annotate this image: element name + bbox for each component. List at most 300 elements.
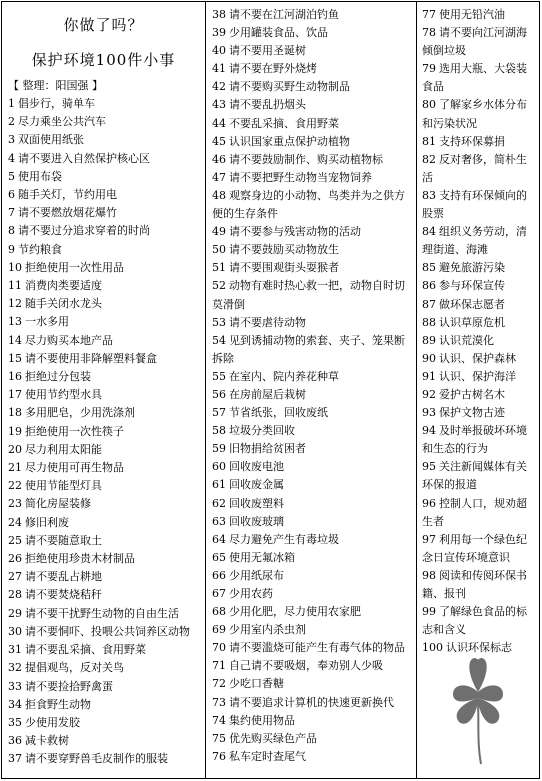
tip-text: 请不要焚烧秸秆 bbox=[25, 588, 102, 602]
tip-item bbox=[417, 151, 539, 187]
tip-item bbox=[2, 586, 205, 604]
tip-number: 44 bbox=[212, 116, 226, 130]
tip-text: 请不要向江河湖海倾倒垃圾 bbox=[422, 26, 527, 58]
tip-item bbox=[417, 458, 539, 494]
tip-text: 使用节约型水具 bbox=[25, 388, 102, 402]
tip-item bbox=[206, 694, 416, 712]
tip-number: 57 bbox=[212, 406, 226, 420]
tip-text: 参与环保宣传 bbox=[439, 279, 505, 293]
tip-number: 77 bbox=[422, 8, 436, 21]
tip-item bbox=[2, 568, 205, 586]
tip-text: 在房前屋后栽树 bbox=[229, 387, 306, 401]
tip-number: 6 bbox=[8, 188, 15, 202]
tip-item bbox=[417, 368, 539, 386]
tip-text: 了解家乡水体分布和污染状况 bbox=[422, 98, 527, 130]
page-title: 你做了吗？ bbox=[63, 16, 144, 34]
tip-number: 51 bbox=[212, 261, 226, 275]
tip-item bbox=[2, 150, 205, 168]
tip-text: 提倡观鸟，反对关鸟 bbox=[25, 661, 124, 675]
tip-number: 78 bbox=[422, 26, 436, 40]
tip-number: 45 bbox=[212, 134, 226, 148]
tip-number: 12 bbox=[8, 297, 22, 311]
tip-number: 91 bbox=[422, 369, 436, 383]
tip-text: 尽力使用可再生物品 bbox=[25, 461, 124, 475]
tip-item bbox=[2, 423, 205, 441]
editor-credit: 【 整理：阳国强 】 bbox=[8, 79, 103, 92]
tip-number: 65 bbox=[212, 550, 226, 564]
tip-number: 36 bbox=[8, 734, 22, 748]
tip-number: 7 bbox=[8, 206, 15, 220]
tip-item bbox=[2, 332, 205, 350]
tip-text: 使用节能型灯具 bbox=[25, 479, 102, 493]
tip-text: 请不要参与残害动物的活动 bbox=[229, 225, 361, 239]
tip-text: 请不要鼓励买动物放生 bbox=[229, 243, 339, 257]
tip-text: 回收废电池 bbox=[229, 460, 284, 474]
tip-item bbox=[2, 222, 205, 240]
tip-item bbox=[417, 332, 539, 350]
tip-number: 67 bbox=[212, 587, 226, 600]
tip-item bbox=[417, 6, 539, 24]
tip-text: 拒食野生动物 bbox=[25, 697, 91, 711]
tip-text: 少用纸尿布 bbox=[229, 568, 284, 582]
tip-item bbox=[206, 332, 416, 368]
tip-number: 38 bbox=[212, 8, 226, 21]
tip-number: 47 bbox=[212, 170, 226, 184]
tip-item bbox=[206, 368, 416, 386]
tip-text: 拒绝使用一次性用品 bbox=[25, 260, 124, 274]
tip-item bbox=[417, 133, 539, 151]
tip-number: 27 bbox=[8, 570, 22, 584]
tip-item bbox=[2, 459, 205, 477]
tip-text: 请不要把野生动物当宠物饲养 bbox=[229, 170, 372, 184]
tip-number: 41 bbox=[212, 62, 226, 76]
tip-text: 私车定时查尾气 bbox=[229, 749, 306, 763]
tip-text: 不要乱采摘、食用野菜 bbox=[229, 116, 339, 130]
tip-text: 一水多用 bbox=[25, 315, 69, 329]
tip-item bbox=[206, 621, 416, 639]
tip-text: 反对奢侈，简朴生活 bbox=[422, 152, 527, 184]
four-leaf-clover-image bbox=[437, 642, 519, 766]
tip-item bbox=[2, 441, 205, 459]
tip-item bbox=[206, 422, 416, 440]
tip-item bbox=[417, 223, 539, 259]
handout-sheet bbox=[1, 1, 540, 779]
tip-item bbox=[206, 675, 416, 693]
tip-number: 95 bbox=[422, 460, 436, 474]
tip-text: 请不要乱扔烟头 bbox=[229, 98, 306, 112]
tip-number: 86 bbox=[422, 279, 436, 293]
tip-text: 在室内、院内养花种草 bbox=[229, 369, 339, 383]
tip-text: 认识、保护海洋 bbox=[439, 369, 516, 383]
tip-item bbox=[2, 259, 205, 277]
tips-list-1 bbox=[2, 95, 205, 769]
tip-number: 88 bbox=[422, 315, 436, 329]
tip-text: 认识环保标志 bbox=[446, 641, 512, 655]
tip-item bbox=[417, 277, 539, 295]
tip-item bbox=[206, 259, 416, 277]
tip-text: 了解绿色食品的标志和含义 bbox=[422, 605, 527, 637]
tip-item bbox=[2, 277, 205, 295]
page-subtitle: 保护环境100件小事 bbox=[31, 51, 176, 69]
tip-text: 简化房屋装修 bbox=[25, 497, 91, 511]
tip-text: 多用肥皂，少用洗涤剂 bbox=[25, 406, 135, 420]
tip-item bbox=[206, 169, 416, 187]
tip-text: 旧物捐给贫困者 bbox=[229, 442, 306, 456]
tip-item bbox=[206, 513, 416, 531]
tip-item bbox=[206, 151, 416, 169]
tip-number: 90 bbox=[422, 351, 436, 365]
tip-text: 倡步行，骑单车 bbox=[18, 97, 95, 110]
tip-item bbox=[206, 404, 416, 422]
tip-text: 请不要围观街头耍猴者 bbox=[229, 261, 339, 275]
column-3 bbox=[417, 2, 539, 778]
tip-item bbox=[206, 748, 416, 766]
tip-item bbox=[2, 714, 205, 732]
tip-number: 56 bbox=[212, 387, 226, 401]
tip-text: 请不要随意取土 bbox=[25, 533, 102, 547]
tip-number: 89 bbox=[422, 333, 436, 347]
tip-text: 少用化肥，尽力使用农家肥 bbox=[229, 605, 361, 619]
tip-number: 83 bbox=[422, 188, 436, 202]
tip-text: 回收废金属 bbox=[229, 478, 284, 492]
tip-number: 33 bbox=[8, 679, 22, 693]
tip-item bbox=[2, 368, 205, 386]
tip-text: 利用每一个绿色纪念日宣传环境意识 bbox=[422, 532, 527, 564]
tip-number: 42 bbox=[212, 80, 226, 94]
tip-item bbox=[206, 60, 416, 78]
tip-item bbox=[2, 313, 205, 331]
tips-list-3 bbox=[417, 6, 539, 657]
tip-number: 49 bbox=[212, 225, 226, 239]
tip-item bbox=[206, 712, 416, 730]
tip-text: 尽力购买本地产品 bbox=[25, 333, 113, 347]
tip-number: 66 bbox=[212, 568, 226, 582]
tip-number: 50 bbox=[212, 243, 226, 257]
tip-text: 请不要燃放烟花爆竹 bbox=[18, 206, 117, 220]
tip-number: 72 bbox=[212, 677, 226, 691]
tip-text: 少用罐装食品、饮品 bbox=[229, 26, 328, 40]
tip-item bbox=[417, 24, 539, 60]
tip-number: 70 bbox=[212, 641, 226, 655]
tip-number: 54 bbox=[212, 333, 226, 347]
tip-text: 优先购买绿色产品 bbox=[229, 731, 317, 745]
tip-text: 使用布袋 bbox=[18, 169, 62, 183]
tip-number: 1 bbox=[8, 97, 15, 110]
tip-item bbox=[417, 404, 539, 422]
tip-item bbox=[2, 186, 205, 204]
tip-item bbox=[206, 78, 416, 96]
tip-text: 请不要虐待动物 bbox=[229, 315, 306, 329]
tip-text: 观察身边的小动物、鸟类并为之供方便的生存条件 bbox=[212, 188, 405, 221]
tip-item bbox=[417, 386, 539, 404]
tip-number: 13 bbox=[8, 315, 22, 329]
tip-text: 尽力避免产生有毒垃圾 bbox=[229, 532, 339, 546]
tip-text: 爱护古树名木 bbox=[439, 387, 505, 401]
tip-number: 84 bbox=[422, 225, 436, 239]
tip-number: 11 bbox=[8, 279, 22, 293]
tip-text: 少用室内杀虫剂 bbox=[229, 623, 306, 637]
tip-text: 请不要乱采摘、食用野菜 bbox=[25, 643, 146, 657]
tip-number: 30 bbox=[8, 624, 22, 638]
tip-item bbox=[417, 296, 539, 314]
tip-number: 55 bbox=[212, 369, 226, 383]
tip-text: 请不要鼓励制作、购买动植物标 bbox=[229, 152, 383, 166]
tip-item bbox=[2, 495, 205, 513]
tip-item bbox=[2, 696, 205, 714]
tip-number: 31 bbox=[8, 643, 22, 657]
tip-number: 15 bbox=[8, 351, 22, 365]
tip-item bbox=[2, 386, 205, 404]
tip-item bbox=[417, 567, 539, 603]
tip-number: 17 bbox=[8, 388, 22, 402]
tip-text: 避免旅游污染 bbox=[439, 261, 505, 275]
tip-number: 21 bbox=[8, 461, 22, 475]
tip-number: 3 bbox=[8, 133, 15, 147]
tip-item bbox=[2, 732, 205, 750]
tip-text: 做环保志愿者 bbox=[439, 297, 505, 311]
tip-text: 支持环保募捐 bbox=[439, 134, 505, 148]
tip-number: 37 bbox=[8, 752, 22, 766]
tip-number: 99 bbox=[422, 605, 436, 619]
tip-text: 双面使用纸张 bbox=[18, 133, 84, 147]
tip-number: 85 bbox=[422, 261, 436, 275]
tip-number: 92 bbox=[422, 387, 436, 401]
tip-number: 53 bbox=[212, 315, 226, 329]
tip-number: 76 bbox=[212, 749, 226, 763]
tip-text: 减卡救树 bbox=[25, 734, 69, 748]
tip-item bbox=[2, 641, 205, 659]
tip-number: 60 bbox=[212, 460, 226, 474]
tip-number: 58 bbox=[212, 424, 226, 438]
tip-text: 回收废玻璃 bbox=[229, 514, 284, 528]
tip-text: 请不要过分追求穿着的时尚 bbox=[18, 224, 150, 238]
tip-text: 自己请不要吸烟，奉劝别人少吸 bbox=[229, 659, 383, 673]
tip-item bbox=[206, 585, 416, 603]
tips-list-2 bbox=[206, 6, 416, 766]
tip-text: 垃圾分类回收 bbox=[229, 424, 295, 438]
tip-number: 48 bbox=[212, 188, 226, 202]
tip-number: 97 bbox=[422, 532, 436, 546]
tip-text: 使用无氟冰箱 bbox=[229, 550, 295, 564]
tip-number: 81 bbox=[422, 134, 436, 148]
tip-item bbox=[417, 422, 539, 458]
tip-text: 请不要在江河湖泊钓鱼 bbox=[229, 8, 339, 21]
tip-item bbox=[2, 678, 205, 696]
tip-text: 拒绝过分包装 bbox=[25, 370, 91, 384]
tip-item bbox=[2, 295, 205, 313]
tip-text: 尽力乘坐公共汽车 bbox=[18, 115, 106, 129]
tip-item bbox=[2, 514, 205, 532]
tip-item bbox=[206, 187, 416, 223]
tip-item bbox=[2, 404, 205, 422]
tip-number: 73 bbox=[212, 695, 226, 709]
tip-text: 动物有难时热心救一把，动物自时切莫滑倒 bbox=[212, 279, 405, 311]
tip-text: 见到诱捕动物的索套、夹子、笼果断拆除 bbox=[212, 333, 405, 365]
tip-item bbox=[2, 168, 205, 186]
tip-number: 26 bbox=[8, 552, 22, 566]
tip-item bbox=[206, 639, 416, 657]
tip-number: 61 bbox=[212, 478, 226, 492]
tip-text: 组织义务劳动，清理街道、海滩 bbox=[422, 225, 527, 257]
tip-text: 支持有环保倾向的股票 bbox=[422, 188, 527, 221]
tip-item bbox=[206, 24, 416, 42]
tip-item bbox=[206, 549, 416, 567]
tip-item bbox=[2, 532, 205, 550]
tip-number: 52 bbox=[212, 279, 226, 293]
tip-item bbox=[2, 95, 205, 113]
tip-number: 96 bbox=[422, 496, 436, 510]
tip-text: 尽力利用太阳能 bbox=[25, 442, 102, 456]
tip-number: 22 bbox=[8, 479, 22, 493]
tip-number: 68 bbox=[212, 605, 226, 619]
tip-text: 请不要捡拾野禽蛋 bbox=[25, 679, 113, 693]
tip-item bbox=[206, 531, 416, 549]
tip-text: 请不要穿野兽毛皮制作的服装 bbox=[25, 752, 168, 766]
tip-text: 及时举报破坏环境和生态的行为 bbox=[422, 424, 527, 456]
tip-item bbox=[206, 730, 416, 748]
tip-item bbox=[2, 204, 205, 222]
tip-number: 40 bbox=[212, 44, 226, 58]
tip-number: 80 bbox=[422, 98, 436, 112]
tip-number: 24 bbox=[8, 515, 22, 529]
tip-number: 25 bbox=[8, 533, 22, 547]
tip-number: 69 bbox=[212, 623, 226, 637]
tip-item bbox=[206, 458, 416, 476]
tip-text: 随手关闭水龙头 bbox=[25, 297, 102, 311]
tip-item bbox=[206, 133, 416, 151]
tip-item bbox=[2, 113, 205, 131]
tip-number: 82 bbox=[422, 152, 436, 166]
tip-text: 认识荒漠化 bbox=[439, 333, 494, 347]
tip-text: 请不要使用非降解塑料餐盒 bbox=[25, 351, 157, 365]
tip-item bbox=[2, 659, 205, 677]
tip-text: 请不要追求计算机的快速更新换代 bbox=[229, 695, 394, 709]
tip-text: 随手关灯，节约用电 bbox=[18, 188, 117, 202]
tip-item bbox=[206, 440, 416, 458]
tip-item bbox=[206, 223, 416, 241]
tip-item bbox=[206, 115, 416, 133]
tip-item bbox=[206, 42, 416, 60]
tip-text: 保护文物古迹 bbox=[439, 406, 505, 420]
tip-number: 71 bbox=[212, 659, 226, 673]
tip-number: 87 bbox=[422, 297, 436, 311]
tip-number: 14 bbox=[8, 333, 22, 347]
tip-number: 94 bbox=[422, 424, 436, 438]
tip-number: 29 bbox=[8, 606, 22, 620]
tip-text: 使用无铅汽油 bbox=[439, 8, 505, 21]
tip-text: 节约粮食 bbox=[18, 242, 62, 256]
tip-item bbox=[206, 6, 416, 24]
tip-text: 请不要乱占耕地 bbox=[25, 570, 102, 584]
tip-number: 75 bbox=[212, 731, 226, 745]
tip-number: 32 bbox=[8, 661, 22, 675]
tip-number: 46 bbox=[212, 152, 226, 166]
tip-text: 少用农药 bbox=[229, 587, 273, 600]
tip-item bbox=[2, 750, 205, 768]
tip-item bbox=[417, 96, 539, 132]
tip-number: 93 bbox=[422, 406, 436, 420]
tip-text: 消费肉类要适度 bbox=[25, 279, 102, 293]
tip-number: 2 bbox=[8, 115, 15, 129]
tip-item bbox=[206, 657, 416, 675]
tip-text: 拒绝使用珍贵木材制品 bbox=[25, 552, 135, 566]
tip-item bbox=[206, 314, 416, 332]
tip-text: 请不要恫吓、投喂公共饲养区动物 bbox=[25, 624, 190, 638]
tip-item bbox=[2, 477, 205, 495]
tip-number: 18 bbox=[8, 406, 22, 420]
tip-number: 98 bbox=[422, 568, 436, 582]
tip-text: 节省纸张，回收废纸 bbox=[229, 406, 328, 420]
tip-item bbox=[2, 623, 205, 641]
tip-number: 39 bbox=[212, 26, 226, 40]
tip-number: 59 bbox=[212, 442, 226, 456]
tip-number: 9 bbox=[8, 242, 15, 256]
tip-number: 5 bbox=[8, 169, 15, 183]
tip-text: 关注新闻媒体有关环保的报道 bbox=[422, 460, 527, 492]
column-2 bbox=[206, 2, 417, 778]
tip-number: 79 bbox=[422, 62, 436, 76]
tip-item bbox=[2, 550, 205, 568]
tip-number: 62 bbox=[212, 496, 226, 510]
tip-number: 8 bbox=[8, 224, 15, 238]
tip-item bbox=[206, 495, 416, 513]
tip-text: 拒绝使用一次性筷子 bbox=[25, 424, 124, 438]
tip-text: 请不要购买野生动物制品 bbox=[229, 80, 350, 94]
tip-text: 请不要干扰野生动物的自由生活 bbox=[25, 606, 179, 620]
tip-text: 请不要用圣诞树 bbox=[229, 44, 306, 58]
tip-item bbox=[417, 60, 539, 96]
tip-text: 控制人口，规劝超生者 bbox=[422, 496, 527, 528]
tip-item bbox=[417, 603, 539, 639]
tip-text: 请不要进入自然保护核心区 bbox=[18, 151, 150, 165]
tip-number: 16 bbox=[8, 370, 22, 384]
tip-text: 回收废塑料 bbox=[229, 496, 284, 510]
tip-item bbox=[206, 567, 416, 585]
tip-item bbox=[2, 350, 205, 368]
tip-text: 集约使用物品 bbox=[229, 713, 295, 727]
tip-number: 34 bbox=[8, 697, 22, 711]
tip-item bbox=[2, 131, 205, 149]
tip-item bbox=[206, 476, 416, 494]
tip-number: 100 bbox=[422, 641, 443, 655]
tip-number: 10 bbox=[8, 260, 22, 274]
tip-text: 选用大瓶、大袋装食品 bbox=[422, 62, 527, 94]
tip-text: 认识国家重点保护动植物 bbox=[229, 134, 350, 148]
tip-number: 4 bbox=[8, 151, 15, 165]
tip-text: 请不要滥烧可能产生有毒气体的物品 bbox=[229, 641, 405, 655]
tip-number: 63 bbox=[212, 514, 226, 528]
tip-item bbox=[206, 386, 416, 404]
tip-item bbox=[417, 531, 539, 567]
column-1 bbox=[2, 2, 206, 778]
tip-text: 认识、保护森林 bbox=[439, 351, 516, 365]
tip-text: 少吃口香糖 bbox=[229, 677, 284, 691]
tip-text: 阅读和传阅环保书籍、报刊 bbox=[422, 568, 527, 600]
tip-item bbox=[417, 350, 539, 368]
tip-item bbox=[2, 241, 205, 259]
tip-number: 20 bbox=[8, 442, 22, 456]
tip-item bbox=[417, 187, 539, 223]
tip-number: 19 bbox=[8, 424, 22, 438]
tip-number: 64 bbox=[212, 532, 226, 546]
tip-number: 35 bbox=[8, 715, 22, 729]
tip-item bbox=[206, 96, 416, 114]
tip-item bbox=[206, 241, 416, 259]
tip-item bbox=[417, 495, 539, 531]
tip-item bbox=[2, 605, 205, 623]
tip-item bbox=[417, 259, 539, 277]
tip-text: 请不要在野外烧烤 bbox=[229, 62, 317, 76]
